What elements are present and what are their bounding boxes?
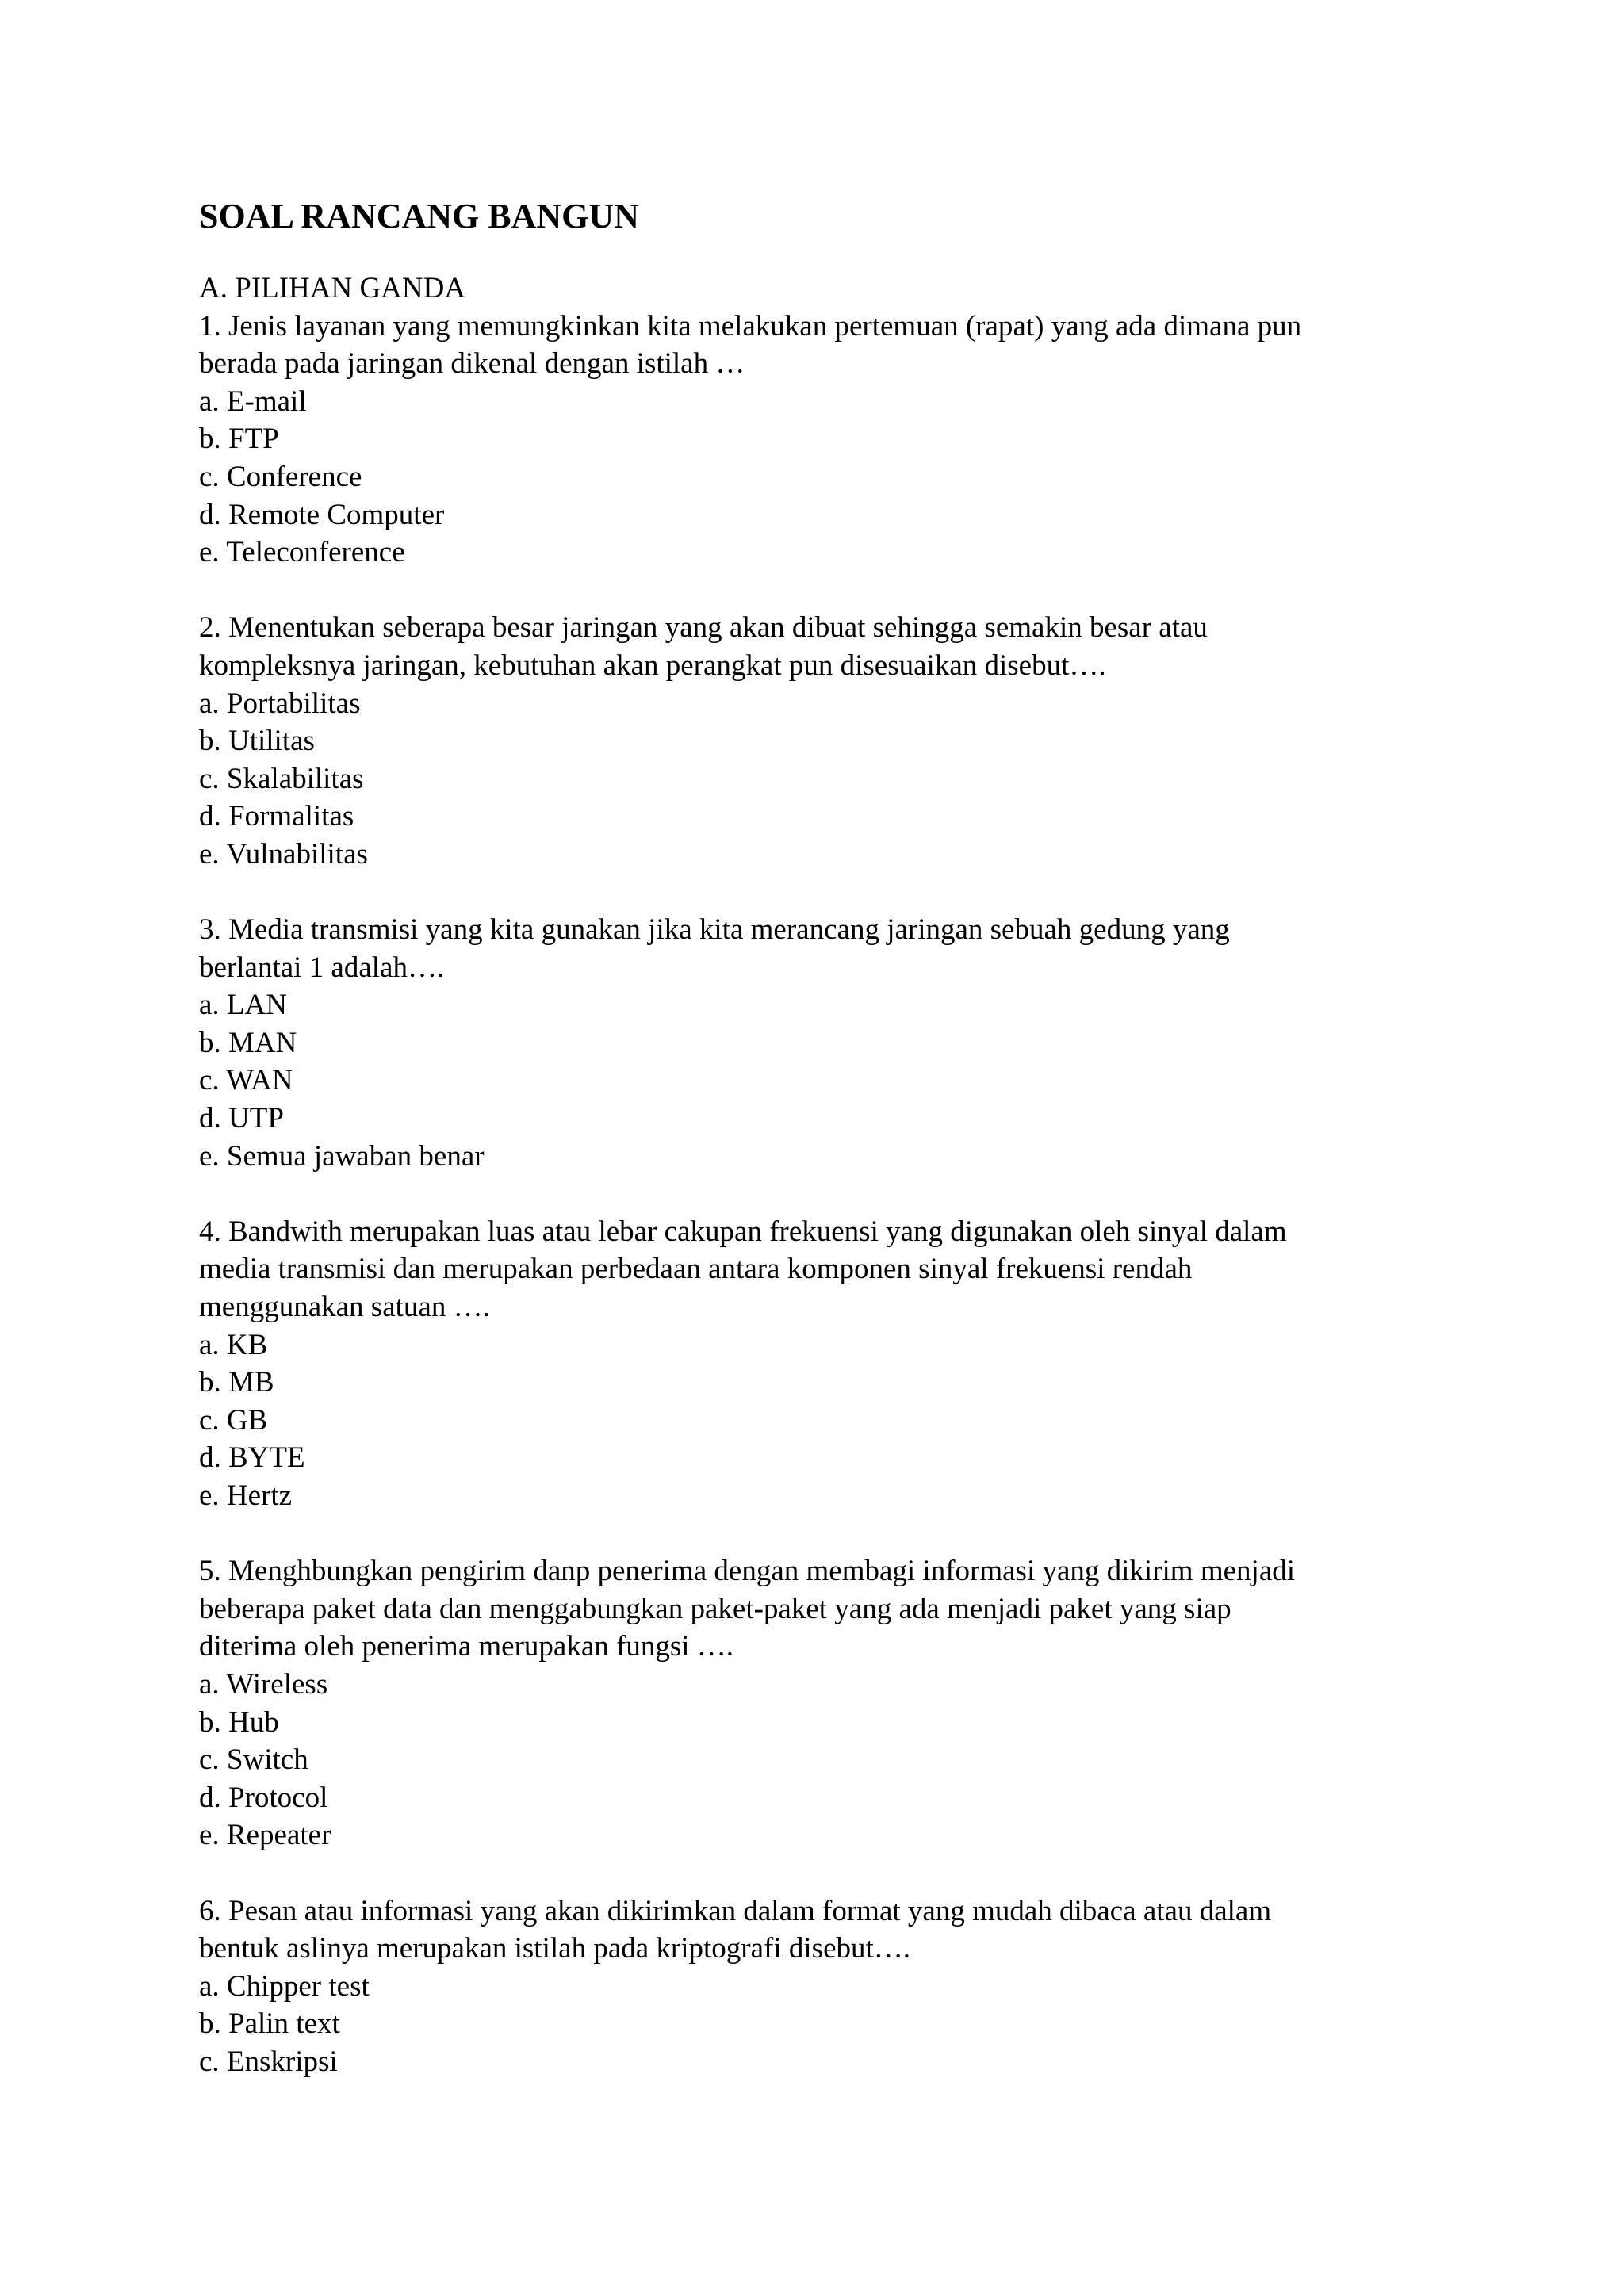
question-text: 4. Bandwith merupakan luas atau lebar cakupan frekuensi yang digunakan oleh sinyal dalam — [199, 1215, 1287, 1248]
answer-option: c. Skalabilitas — [199, 762, 364, 795]
question-item — [199, 1552, 1436, 1854]
answer-option: b. MAN — [199, 1026, 297, 1059]
answer-option: a. KB — [199, 1328, 268, 1361]
answer-option: b. Utilitas — [199, 725, 315, 758]
answer-option: a. LAN — [199, 989, 287, 1022]
question-text: berada pada jaringan dikenal dengan istilah … — [199, 347, 745, 381]
question-text: bentuk aslinya merupakan istilah pada kriptografi disebut…. — [199, 1932, 911, 1965]
answer-option: b. Hub — [199, 1705, 279, 1739]
question-item — [199, 1213, 1436, 1515]
answer-option: d. BYTE — [199, 1441, 305, 1475]
question-text: beberapa paket data dan menggabungkan paket-paket yang ada menjadi paket yang siap — [199, 1592, 1231, 1625]
question-text: 1. Jenis layanan yang memungkinkan kita melakukan pertemuan (rapat) yang ada dimana pun — [199, 309, 1302, 342]
answer-option: a. E-mail — [199, 385, 307, 418]
question-item — [199, 308, 1436, 572]
answer-option: c. Enskripsi — [199, 2045, 338, 2078]
question-text: 5. Menghbungkan pengirim danp penerima dengan membagi informasi yang dikirim menjadi — [199, 1555, 1296, 1588]
answer-option: e. Repeater — [199, 1819, 331, 1852]
answer-option: c. Switch — [199, 1743, 308, 1777]
answer-option: d. Protocol — [199, 1781, 328, 1814]
answer-options — [199, 1326, 1436, 1515]
answer-options — [199, 1968, 1436, 2081]
question-text: menggunakan satuan …. — [199, 1291, 490, 1324]
answer-option: b. MB — [199, 1366, 274, 1399]
question-list — [199, 308, 1436, 2081]
question-item — [199, 1892, 1436, 2081]
document-page — [199, 193, 1436, 2118]
answer-option: c. Conference — [199, 460, 362, 493]
question-text: 2. Menentukan seberapa besar jaringan yang akan dibuat sehingga semakin besar atau — [199, 611, 1208, 645]
answer-option: b. FTP — [199, 423, 279, 456]
question-text: diterima oleh penerima merupakan fungsi …. — [199, 1630, 734, 1663]
answer-options — [199, 1666, 1436, 1854]
document-title: SOAL RANCANG BANGUN — [199, 197, 639, 235]
question-text: 6. Pesan atau informasi yang akan dikirimkan dalam format yang mudah dibaca atau dalam — [199, 1894, 1272, 1927]
answer-options — [199, 685, 1436, 874]
question-item — [199, 911, 1436, 1175]
section-heading: A. PILIHAN GANDA — [199, 272, 466, 304]
answer-option: a. Wireless — [199, 1667, 328, 1701]
answer-option: a. Portabilitas — [199, 687, 361, 720]
answer-option: c. GB — [199, 1403, 268, 1437]
answer-options — [199, 986, 1436, 1175]
answer-option: b. Palin text — [199, 2007, 340, 2041]
answer-option: c. WAN — [199, 1064, 293, 1097]
answer-option: a. Chipper test — [199, 1969, 370, 2003]
question-item — [199, 609, 1436, 873]
answer-option: d. Remote Computer — [199, 498, 445, 531]
question-text: kompleksnya jaringan, kebutuhan akan perangkat pun disesuaikan disebut…. — [199, 649, 1106, 682]
question-text: berlantai 1 adalah…. — [199, 951, 445, 984]
answer-option: e. Vulnabilitas — [199, 837, 368, 871]
answer-option: d. UTP — [199, 1102, 284, 1135]
answer-option: e. Teleconference — [199, 536, 405, 569]
answer-options — [199, 383, 1436, 572]
answer-option: e. Semua jawaban benar — [199, 1139, 485, 1173]
answer-option: e. Hertz — [199, 1479, 293, 1512]
answer-option: d. Formalitas — [199, 800, 354, 833]
question-text: media transmisi dan merupakan perbedaan antara komponen sinyal frekuensi rendah — [199, 1253, 1193, 1286]
question-text: 3. Media transmisi yang kita gunakan jika kita merancang jaringan sebuah gedung yang — [199, 913, 1230, 947]
